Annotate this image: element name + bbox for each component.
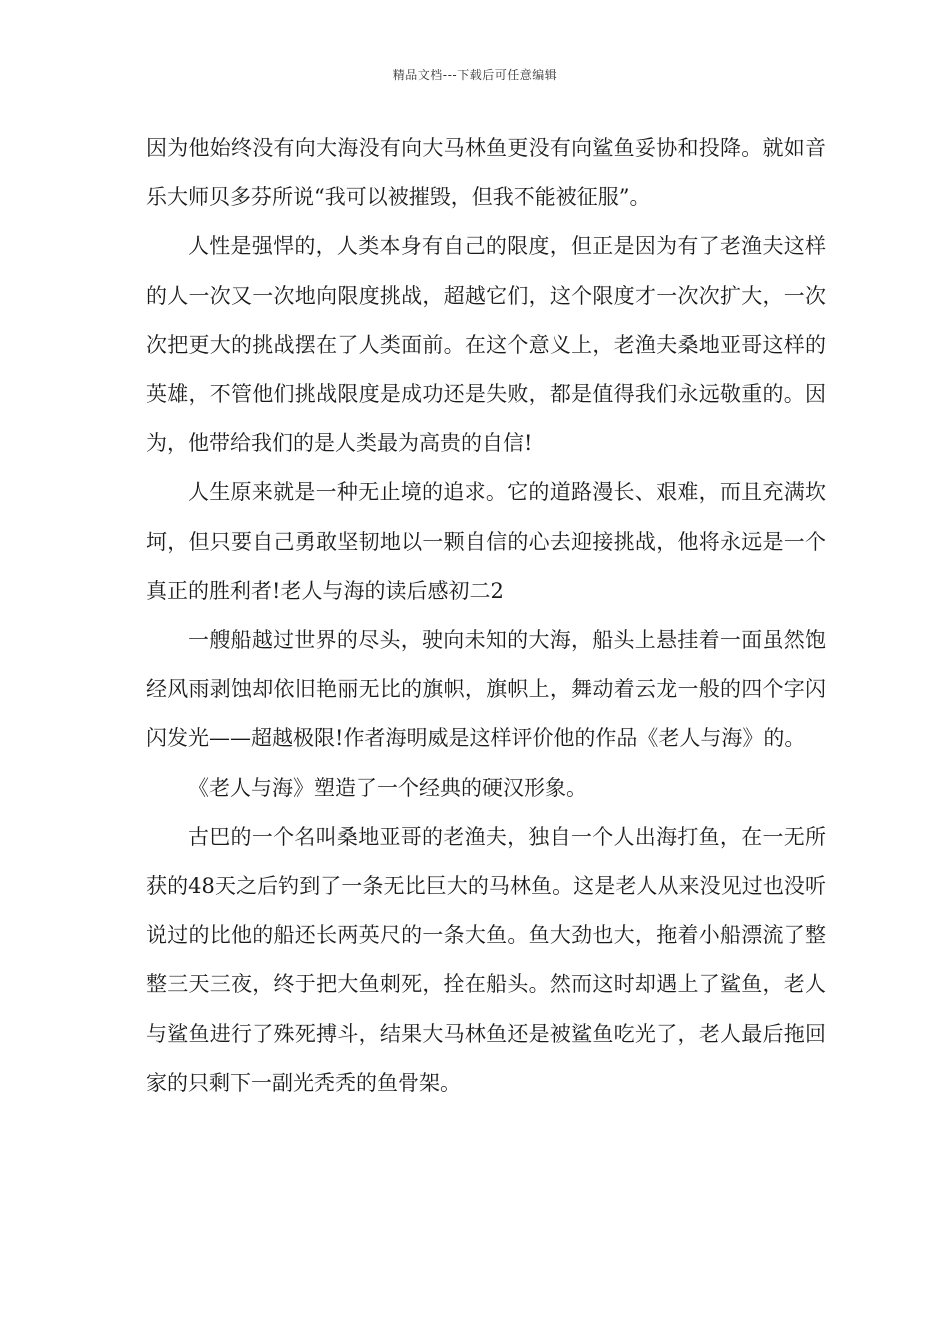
page-header: 精品文档---下载后可任意编辑 [392,68,558,82]
document-body [146,124,826,1108]
paragraph: 古巴的一个名叫桑地亚哥的老渔夫，独自一个人出海打鱼，在一无所获的48天之后钓到了一条无比巨大的马林鱼。这是老人从来没见过也没听说过的比他的船还长两英尺的一条大鱼。鱼大劲也大，拖着小船漂流了整整三天三夜，终于把大鱼刺死，拴在船头。然而这时却遇上了鲨鱼，老人与鲨鱼进行了殊死搏斗，结果大马林鱼还是被鲨鱼吃光了，老人最后拖回家的只剩下一副光秃秃的鱼骨架。 [146,824,826,1095]
paragraph: 《老人与海》塑造了一个经典的硬汉形象。 [188,775,587,800]
paragraph: 人生原来就是一种无止境的追求。它的道路漫长、艰难，而且充满坎坷，但只要自己勇敢坚韧地以一颗自信的心去迎接挑战，他将永远是一个真正的胜利者!老人与海的读后感初二2 [146,480,826,603]
paragraph: 一艘船越过世界的尽头，驶向未知的大海，船头上悬挂着一面虽然饱经风雨剥蚀却依旧艳丽无比的旗帜，旗帜上，舞动着云龙一般的四个字闪闪发光——超越极限!作者海明威是这样评价他的作品《老人与海》的。 [146,628,826,751]
paragraph: 因为他始终没有向大海没有向大马林鱼更没有向鲨鱼妥协和投降。就如音乐大师贝多芬所说“我可以被摧毁，但我不能被征服”。 [146,136,826,210]
paragraph: 人性是强悍的，人类本身有自己的限度，但正是因为有了老渔夫这样的人一次又一次地向限度挑战，超越它们，这个限度才一次次扩大，一次次把更大的挑战摆在了人类面前。在这个意义上，老渔夫桑地亚哥这样的英雄，不管他们挑战限度是成功还是失败，都是值得我们永远敬重的。因为，他带给我们的是人类最为高贵的自信! [146,234,826,456]
